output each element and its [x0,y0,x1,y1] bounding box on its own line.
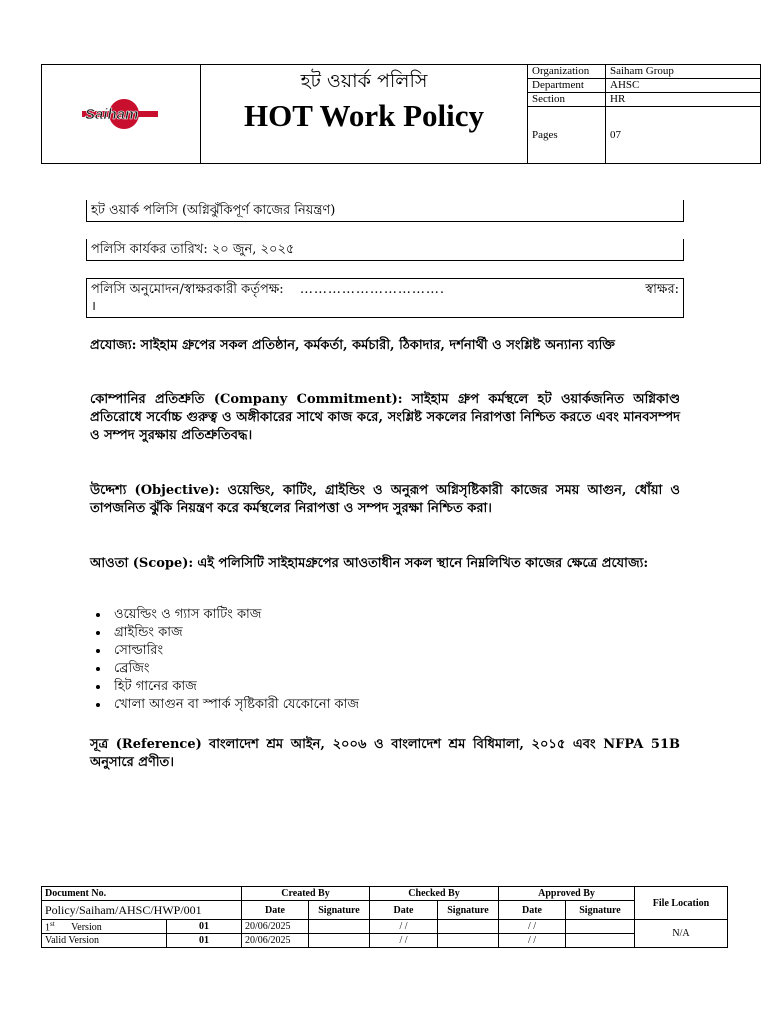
checked-signature-2 [438,934,499,948]
version-word: Version [71,922,102,934]
created-by-header: Created By [242,887,370,901]
meta-key: Section [528,93,606,106]
list-item: • হিট গানের কাজ [110,678,359,696]
commitment-text: সাইহাম গ্রুপ কর্মস্থলে হট ওয়ার্কজনিত অগ্নিকাণ্ড প্রতিরোধে সর্বোচ্চ গুরুত্ব ও অঙ্গীকারের সাথে কাজ করে, সংশ্লিষ্ট সকলের নিরাপত্তা নিশ্চিত করতে এবং মানবসম্পদ ও সম্পদ সুরক্ষায় প্রতিশ্রুতিবদ্ধ। [90,392,680,443]
logo-text: Saiham [85,106,139,123]
meta-key: Department [528,79,606,92]
reference-paragraph [90,736,680,772]
version-value: 01 [167,920,242,934]
effective-date-box [86,239,684,261]
valid-version-label: Valid Version [42,934,167,948]
created-date-2: 20/06/2025 [242,934,309,948]
meta-row-pages [528,107,760,163]
list-item: • খোলা আগুন বা স্পার্ক সৃষ্টিকারী যেকোনো কাজ [110,696,359,714]
objective-label: উদ্দেশ্য (Objective): [90,483,220,498]
approved-by-header: Approved By [499,887,635,901]
title-cell [201,65,528,163]
file-location-value: N/A [635,920,728,948]
commitment-label: কোম্পানির প্রতিশ্রুতি (Company Commitment): [90,392,403,407]
doc-no-value: Policy/Saiham/AHSC/HWP/001 [42,901,242,920]
version-label-cell [42,920,167,934]
version-number: 1 [45,922,50,934]
created-signature-1 [309,920,370,934]
created-signature-header: Signature [309,901,370,920]
approved-signature-2 [566,934,635,948]
created-date-header: Date [242,901,309,920]
meta-value: 07 [610,128,621,141]
meta-value: AHSC [610,79,640,91]
meta-row-section [528,93,760,107]
checked-date-1: / / [370,920,438,934]
commitment-paragraph [90,391,680,445]
scope-paragraph [90,555,680,573]
objective-paragraph [90,482,680,518]
meta-value: HR [610,93,626,105]
approval-dots: …………………………. [299,282,445,297]
objective-text: ওয়েল্ডিং, কাটিং, গ্রাইন্ডিং ও অনুরূপ অগ্নিসৃষ্টিকারী কাজের সময় আগুন, ধোঁয়া ও তাপজনিত ঝুঁকি নিয়ন্ত্রণ করে কর্মস্থলের নিরাপত্তা ও সম্পদ সুরক্ষা নিশ্চিত করা। [90,483,680,516]
checked-signature-header: Signature [438,901,499,920]
approved-date-2: / / [499,934,566,948]
approved-signature-1 [566,920,635,934]
approval-extra: । [91,299,96,314]
meta-table [528,65,760,163]
approval-box [86,278,684,318]
list-item: • গ্রাইন্ডিং কাজ [110,624,359,642]
reference-label: সূত্র (Reference) [90,737,202,752]
applicable-label: প্রযোজ্য: [90,338,137,353]
title-bn: হট ওয়ার্ক পলিসি [300,70,428,92]
checked-date-header: Date [370,901,438,920]
version-sup: st [50,920,55,928]
document-header [41,64,761,164]
applicable-paragraph [90,337,680,355]
checked-by-header: Checked By [370,887,499,901]
policy-name: হট ওয়ার্ক পলিসি (অগ্নিঝুঁকিপূর্ণ কাজের নিয়ন্ত্রণ) [91,203,336,218]
checked-signature-1 [438,920,499,934]
approved-date-header: Date [499,901,566,920]
list-item: • ওয়েল্ডিং ও গ্যাস কাটিং কাজ [110,606,359,624]
logo-cell [42,65,201,163]
document-control-table [41,886,728,948]
signature-label: স্বাক্ষর: [645,282,679,297]
scope-text: এই পলিসিটি সাইহামগ্রুপের আওতাধীন সকল স্থানে নিম্নলিখিত কাজের ক্ষেত্রে প্রযোজ্য: [197,556,649,571]
created-signature-2 [309,934,370,948]
applicable-text: সাইহাম গ্রুপের সকল প্রতিষ্ঠান, কর্মকর্তা, কর্মচারী, ঠিকাদার, দর্শনার্থী ও সংশ্লিষ্ট অন্যান্য ব্যক্তি [140,338,615,353]
scope-label: আওতা (Scope): [90,556,194,571]
approved-date-1: / / [499,920,566,934]
meta-key: Organization [528,65,606,78]
doc-no-label: Document No. [42,887,242,901]
policy-name-box [86,200,684,222]
checked-date-2: / / [370,934,438,948]
list-item: • সোল্ডারিং [110,642,359,660]
meta-row-department [528,79,760,93]
created-date-1: 20/06/2025 [242,920,309,934]
meta-row-organization [528,65,760,79]
scope-list [90,606,359,714]
file-location-header: File Location [635,887,728,920]
meta-value: Saiham Group [610,65,674,77]
valid-version-value: 01 [167,934,242,948]
approval-label: পলিসি অনুমোদন/স্বাক্ষরকারী কর্তৃপক্ষ: [91,282,284,297]
effective-date: পলিসি কার্যকর তারিখ: ২০ জুন, ২০২৫ [91,242,295,257]
saiham-logo [82,97,158,131]
list-item: • ব্রেজিং [110,660,359,678]
reference-text: বাংলাদেশ শ্রম আইন, ২০০৬ ও বাংলাদেশ শ্রম বিধিমালা, ২০১৫ এবং NFPA 51B অনুসারে প্রণীত। [90,737,680,770]
approved-signature-header: Signature [566,901,635,920]
meta-key: Pages [528,107,606,163]
title-en: HOT Work Policy [244,98,484,133]
